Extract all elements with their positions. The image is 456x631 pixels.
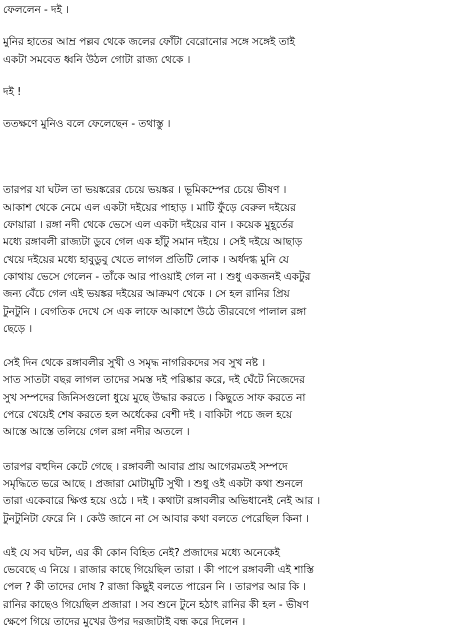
paragraph-gap xyxy=(3,528,453,545)
text-line: পেরে খেয়েই শেষ করতে হল অর্ধেকের বেশী দই । বাকিটা পচে জল হয়ে xyxy=(3,409,292,422)
text-line: জন্য বেঁচে গেল এই ভয়ঙ্কর দইয়ের আক্রমণ থেকে । সে হল রানির প্রিয় xyxy=(3,288,290,301)
text-line: টুনটুনিটা ফেরে নি । কেউ জানে না সে আবার কথা বলতে পেরেছিল কিনা । xyxy=(3,512,309,525)
text-line: সমৃদ্ধিতে ভরে আছে । প্রজারা মোটামুটি সুখী । শুধু ওই একটা কথা শুনলে xyxy=(3,477,303,490)
text-line: ফেললেন - দই । xyxy=(3,4,69,16)
paragraph xyxy=(3,182,453,338)
paragraph-gap xyxy=(3,442,453,459)
paragraph xyxy=(3,34,453,69)
paragraph-gap xyxy=(3,338,453,355)
document-page xyxy=(3,2,453,629)
text-line: মধ্যে রঙ্গাবলী রাজ্যটা ডুবে গেল এক হাঁটু সমান দইয়ে । সেই দইয়ে আছাড় xyxy=(3,236,303,249)
text-line: সাত সাতটা বছর লাগল তাদের সমস্ত দই পরিষ্কার করে, দই ঘেঁটে নিজেদের xyxy=(3,374,305,387)
paragraph xyxy=(3,116,453,133)
text-line: মুনির হাতের আম্র পল্লব থেকে জলের ফোঁটা বেরোনোর সঙ্গে সঙ্গেই তাই xyxy=(3,36,295,49)
text-line: দই ! xyxy=(3,85,22,98)
text-line: কোথায় ভেসে গেলেন - তাঁকে আর পাওয়াই গেল না । শুধু একজনই একটুর xyxy=(3,270,311,283)
text-line: আস্তে আস্তে তলিয়ে গেল রঙ্গা নদীর অতলে । xyxy=(3,426,190,439)
paragraph-gap xyxy=(3,69,453,84)
text-line: খেয়ে দইয়ের মধ্যে হাবুডুবু খেতে লাগল প্রতিটি লোক । অর্ধদগ্ধ মুনি যে xyxy=(3,253,289,266)
text-line: পেল ? কী তাদের দোষ ? রাজা কিছুই বলতে পারেন নি । তারপর আর কি । xyxy=(3,581,307,594)
text-line: ভেবেছে এ নিয়ে । রাজার কাছে গিয়েছিল তারা । কী পাপে রঙ্গাবলী এই শাস্তি xyxy=(3,564,314,577)
paragraph xyxy=(3,545,453,631)
paragraph xyxy=(3,2,453,19)
text-line: এই যে সব ঘটল, এর কী কোন বিহিত নেই? প্রজাদের মধ্যে অনেকেই xyxy=(3,546,280,559)
text-line: ফোয়ারা । রঙ্গা নদী থেকে ভেসে এল একটা দইয়ের বান । কয়েক মুহূর্তের xyxy=(3,219,294,232)
text-line: তারপর যা ঘটল তা ভয়ঙ্করের চেয়ে ভয়ঙ্কর । ভূমিকম্পের চেয়ে ভীষণ । xyxy=(3,184,287,197)
text-line: আকাশ থেকে নেমে এল একটা দইয়ের পাহাড় । মাটি ফুঁড়ে বেরুল দইয়ের xyxy=(3,201,296,214)
paragraph xyxy=(3,84,453,101)
paragraph xyxy=(3,459,453,528)
paragraph-gap xyxy=(3,101,453,116)
paragraph-gap xyxy=(3,19,453,34)
text-line: সেই দিন থেকে রঙ্গাবলীর সুখী ও সমৃদ্ধ নাগরিকদের সব সুখ নষ্ট । xyxy=(3,357,266,370)
text-line: টুনটুনি । বেগতিক দেখে সে এক লাফে আকাশে উঠে তীরবেগে পালাল রঙ্গা xyxy=(3,305,307,318)
text-line: সুখ সম্পদের জিনিসগুলো ধুয়ে মুছে উদ্ধার করতে । কিছুতে সাফ করতে না xyxy=(3,391,306,404)
text-line: ক্ষেপে গিয়ে তাদের মুখের উপর দরজাটাই বন্ধ করে দিলেন । xyxy=(3,616,246,629)
paragraph-gap xyxy=(3,133,453,182)
text-line: ছেড়ে । xyxy=(3,322,33,335)
paragraph xyxy=(3,355,453,441)
text-line: রানির কাছেও গিয়েছিল প্রজারা । সব শুনে টুনে হঠাৎ রানির কী হল - ভীষণ xyxy=(3,598,309,611)
text-line: একটা সমবেত ধ্বনি উঠল গোটা রাজ্য থেকে । xyxy=(3,53,191,66)
text-line: তারপর বহুদিন কেটে গেছে । রঙ্গাবলী আবার প্রায় আগেরমতই সম্পদে xyxy=(3,460,288,473)
text-line: তারা একেবারে ক্ষিপ্ত হয়ে ওঠে । দই । কথাটা রঙ্গাবলীর অভিধানেই নেই আর । xyxy=(3,495,321,508)
text-line: ততক্ষণে মুনিও বলে ফেলেছেন - তথাস্তু । xyxy=(3,118,171,131)
